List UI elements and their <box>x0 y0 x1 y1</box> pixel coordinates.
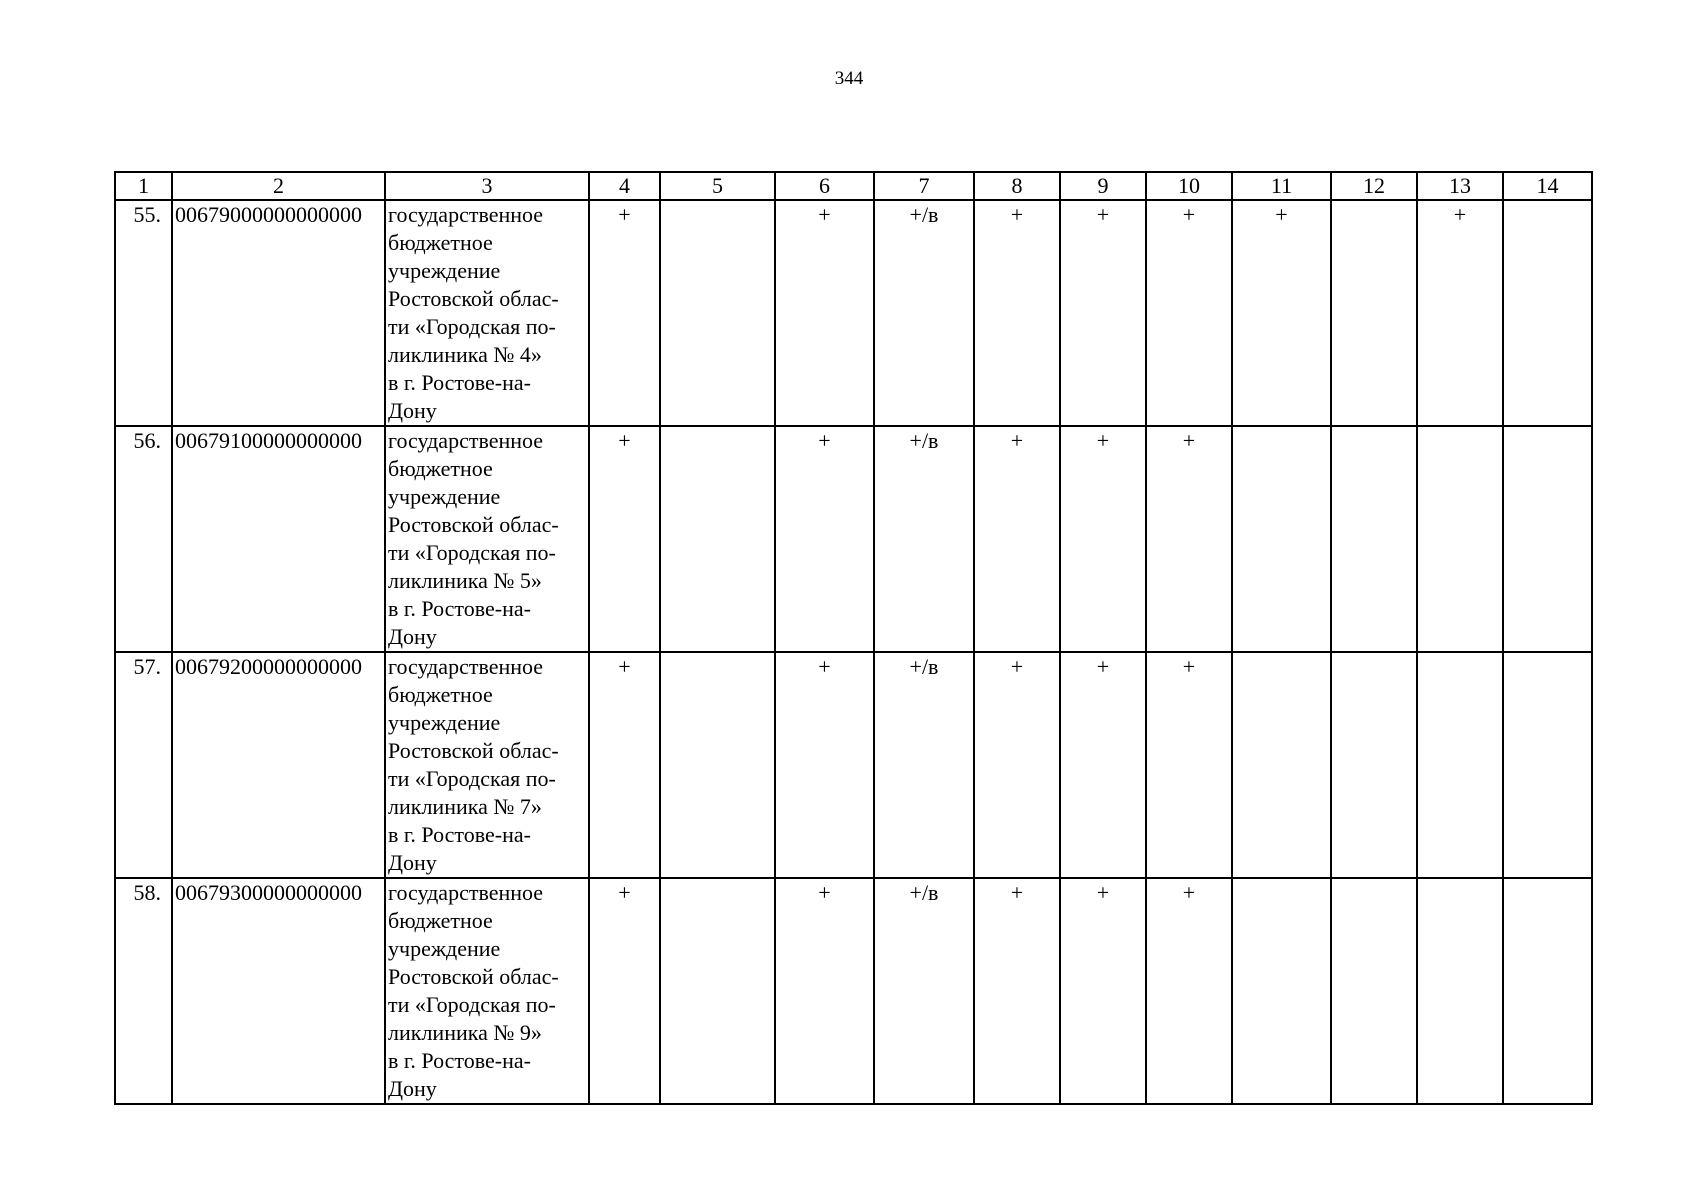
table-header-row <box>115 172 1592 200</box>
cell-col-14 <box>1503 652 1592 878</box>
name-line: в г. Ростове-на- <box>388 596 531 621</box>
name-line: государственное <box>388 202 544 227</box>
cell-col-8: + <box>974 200 1060 426</box>
cell-col-4: + <box>589 652 660 878</box>
cell-col-11 <box>1232 652 1331 878</box>
cell-col-6: + <box>775 426 874 652</box>
cell-col-13: + <box>1417 200 1503 426</box>
cell-col-6: + <box>775 878 874 1104</box>
name-line: ти «Городская по- <box>388 992 556 1017</box>
row-name <box>385 200 589 426</box>
table-row <box>115 652 1592 878</box>
cell-col-6: + <box>775 652 874 878</box>
name-line: учреждение <box>388 258 501 283</box>
cell-col-10: + <box>1146 878 1232 1104</box>
row-name <box>385 426 589 652</box>
row-code: 00679200000000000 <box>172 652 385 878</box>
name-line: Ростовской облас- <box>388 738 559 763</box>
name-line: бюджетное <box>388 682 493 707</box>
name-line: Ростовской облас- <box>388 286 559 311</box>
cell-col-7: +/в <box>874 652 974 878</box>
name-line: Ростовской облас- <box>388 512 559 537</box>
cell-col-10: + <box>1146 652 1232 878</box>
cell-col-7: +/в <box>874 878 974 1104</box>
row-code: 00679100000000000 <box>172 426 385 652</box>
column-header: 10 <box>1146 172 1232 200</box>
cell-col-8: + <box>974 652 1060 878</box>
table-row <box>115 878 1592 1104</box>
cell-col-13 <box>1417 652 1503 878</box>
table-row <box>115 426 1592 652</box>
name-line: в г. Ростове-на- <box>388 1048 531 1073</box>
row-code: 00679000000000000 <box>172 200 385 426</box>
cell-col-4: + <box>589 878 660 1104</box>
cell-col-14 <box>1503 200 1592 426</box>
cell-col-12 <box>1331 652 1417 878</box>
row-number: 57. <box>115 652 172 878</box>
row-number: 58. <box>115 878 172 1104</box>
name-line: Дону <box>388 1076 437 1101</box>
name-line: Дону <box>388 398 437 423</box>
cell-col-5 <box>660 200 775 426</box>
cell-col-5 <box>660 426 775 652</box>
cell-col-6: + <box>775 200 874 426</box>
column-header: 8 <box>974 172 1060 200</box>
column-header: 13 <box>1417 172 1503 200</box>
row-name <box>385 652 589 878</box>
name-line: бюджетное <box>388 456 493 481</box>
name-line: ликлиника № 4» <box>388 342 542 367</box>
cell-col-8: + <box>974 426 1060 652</box>
column-header: 7 <box>874 172 974 200</box>
name-line: в г. Ростове-на- <box>388 822 531 847</box>
name-line: ликлиника № 7» <box>388 794 542 819</box>
cell-col-5 <box>660 652 775 878</box>
name-line: учреждение <box>388 710 501 735</box>
column-header: 9 <box>1060 172 1146 200</box>
cell-col-12 <box>1331 200 1417 426</box>
column-header: 12 <box>1331 172 1417 200</box>
name-line: бюджетное <box>388 230 493 255</box>
column-header: 4 <box>589 172 660 200</box>
column-header: 5 <box>660 172 775 200</box>
cell-col-9: + <box>1060 200 1146 426</box>
name-line: Дону <box>388 850 437 875</box>
name-line: ти «Городская по- <box>388 540 556 565</box>
row-name <box>385 878 589 1104</box>
cell-col-12 <box>1331 878 1417 1104</box>
column-header: 3 <box>385 172 589 200</box>
name-line: ти «Городская по- <box>388 314 556 339</box>
name-line: Ростовской облас- <box>388 964 559 989</box>
cell-col-13 <box>1417 878 1503 1104</box>
column-header: 6 <box>775 172 874 200</box>
cell-col-11 <box>1232 426 1331 652</box>
name-line: в г. Ростове-на- <box>388 370 531 395</box>
cell-col-9: + <box>1060 426 1146 652</box>
cell-col-10: + <box>1146 426 1232 652</box>
cell-col-9: + <box>1060 878 1146 1104</box>
cell-col-4: + <box>589 426 660 652</box>
row-code: 00679300000000000 <box>172 878 385 1104</box>
name-line: государственное <box>388 880 544 905</box>
column-header: 14 <box>1503 172 1592 200</box>
page-number: 344 <box>834 68 864 89</box>
name-line: государственное <box>388 428 544 453</box>
cell-col-8: + <box>974 878 1060 1104</box>
cell-col-7: +/в <box>874 426 974 652</box>
column-header: 2 <box>172 172 385 200</box>
name-line: ти «Городская по- <box>388 766 556 791</box>
cell-col-9: + <box>1060 652 1146 878</box>
cell-col-13 <box>1417 426 1503 652</box>
name-line: ликлиника № 5» <box>388 568 542 593</box>
cell-col-14 <box>1503 426 1592 652</box>
cell-col-11 <box>1232 878 1331 1104</box>
cell-col-7: +/в <box>874 200 974 426</box>
table-row <box>115 200 1592 426</box>
cell-col-11: + <box>1232 200 1331 426</box>
name-line: учреждение <box>388 484 501 509</box>
row-number: 56. <box>115 426 172 652</box>
column-header: 11 <box>1232 172 1331 200</box>
cell-col-14 <box>1503 878 1592 1104</box>
name-line: учреждение <box>388 936 501 961</box>
row-number: 55. <box>115 200 172 426</box>
cell-col-5 <box>660 878 775 1104</box>
name-line: ликлиника № 9» <box>388 1020 542 1045</box>
cell-col-4: + <box>589 200 660 426</box>
name-line: бюджетное <box>388 908 493 933</box>
cell-col-12 <box>1331 426 1417 652</box>
cell-col-10: + <box>1146 200 1232 426</box>
data-table <box>114 171 1593 1105</box>
name-line: государственное <box>388 654 544 679</box>
column-header: 1 <box>115 172 172 200</box>
name-line: Дону <box>388 624 437 649</box>
